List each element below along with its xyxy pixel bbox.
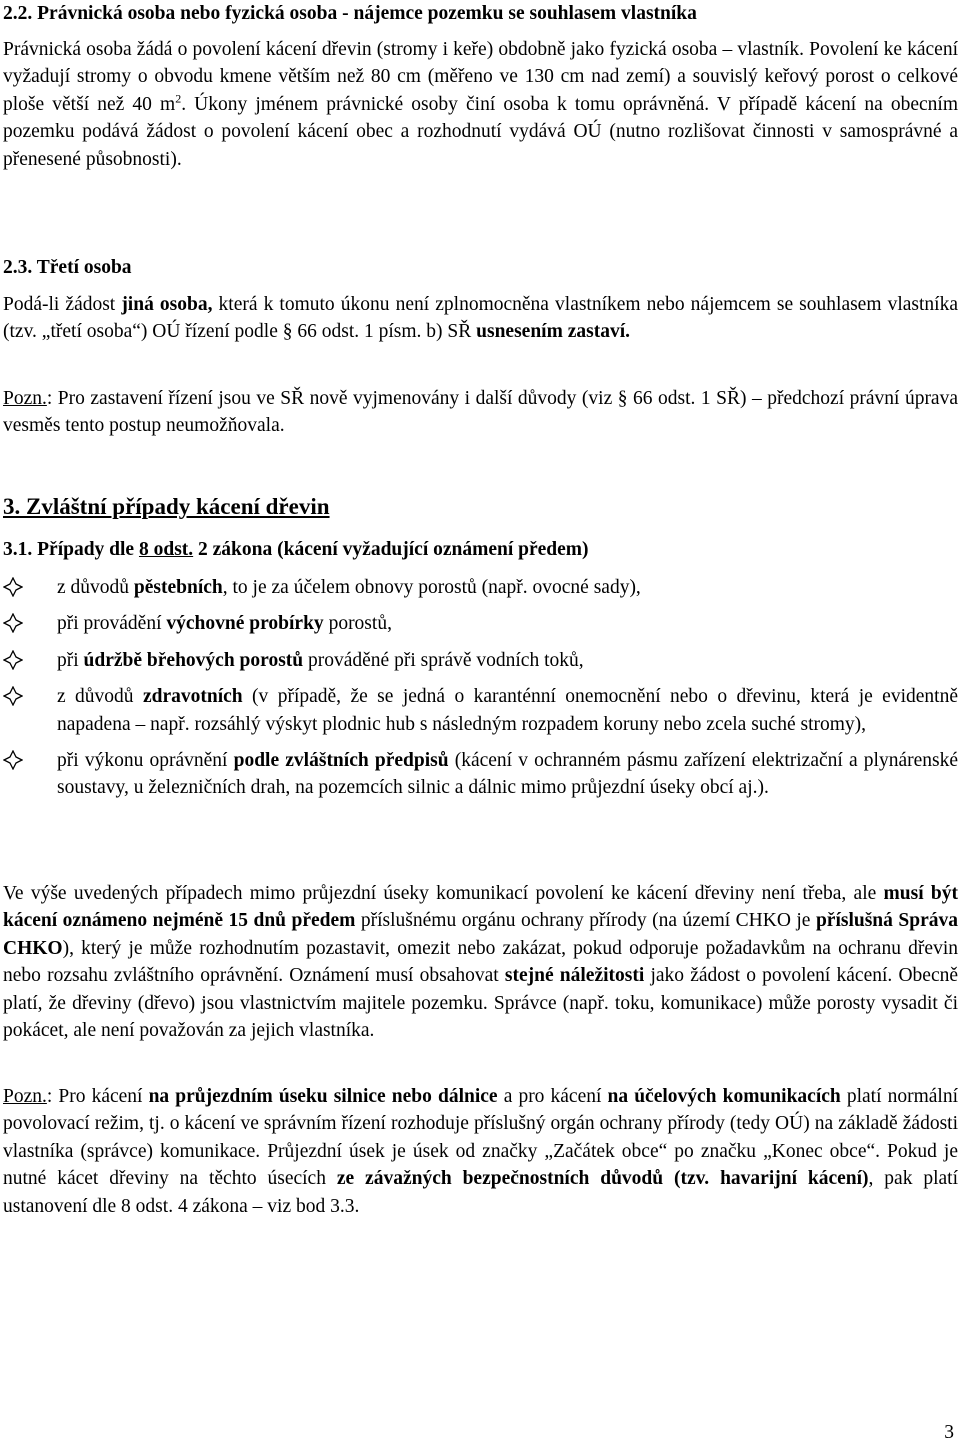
list-item: z důvodů pěstebních, to je za účelem obnovy porostů (např. ovocné sady), [3, 574, 958, 601]
section-2-2-heading: 2.2. Právnická osoba nebo fyzická osoba - nájemce pozemku se souhlasem vlastníka [3, 3, 697, 24]
diamond-bullet-icon [3, 650, 23, 670]
diamond-bullet-icon [3, 613, 23, 633]
section-3-1-bullet-list [3, 574, 958, 802]
list-item: při provádění výchovné probírky porostů, [3, 610, 958, 637]
list-item: při údržbě břehových porostů prováděné při správě vodních toků, [3, 647, 958, 674]
section-2-3-heading: 2.3. Třetí osoba [3, 257, 132, 278]
section-2-2-paragraph: Právnická osoba žádá o povolení kácení dřevin (stromy i keře) obdobně jako fyzická osoba – vlastník. Povolení ke kácení vyžadují stromy o obvodu kmene větším než 80 cm (měřeno ve 130 cm nad zemí) a souvislý keřový porost o celkové ploše větší než 40 $m^2$. Úkony jménem právnické osoby činí osoba k tomu oprávněná. V případě kácení na obecním pozemku podává žádost o povolení kácení obec a rozhodnutí vydává OÚ (nutno rozlišovat činnosti v samosprávné a přenesené působnosti). [3, 39, 958, 170]
section-3-1-paragraph: Ve výše uvedených případech mimo průjezdní úseky komunikací povolení ke kácení dřeviny není třeba, ale musí být kácení oznámeno nejméně 15 dnů předem příslušnému orgánu ochrany přírody (na území CHKO je příslušná Správa CHKO), který je může rozhodnutím pozastavit, omezit nebo zakázat, pokud odporuje požadavkům na ochranu dřevin nebo rozsahu zvláštního oprávnění. Oznámení musí obsahovat stejné náležitosti jako žádost o povolení kácení. Obecně platí, že dřeviny (dřevo) jsou vlastnictvím majitele pozemku. Správce (např. toku, komunikace) může porosty vysadit či pokácet, ale není považován za jejich vlastníka. [3, 883, 959, 1042]
list-item: z důvodů zdravotních (v případě, že se jedná o karanténní onemocnění nebo o dřevinu, která je evidentně napadena – např. rozsáhlý výskyt plodnic hub s následným rozpadem koruny nebo zcela suché stromy), [3, 683, 958, 738]
diamond-bullet-icon [3, 686, 23, 706]
section-3-1-note: Pozn.: Pro kácení na průjezdním úseku silnice nebo dálnice a pro kácení na účelových komunikacích platí normální povolovací režim, tj. o kácení ve správním řízení rozhoduje příslušný orgán ochrany přírody (tedy OÚ) na základě žádosti vlastníka (správce) komunikace. Průjezdní úsek je úsek od značky „Začátek obce“ po značku „Konec obce“. Pokud je nutné kácet dřeviny na těchto úsecích ze závažných bezpečnostních důvodů (tzv. havarijní kácení), pak platí ustanovení dle 8 odst. 4 zákona – viz bod 3.3. [3, 1086, 959, 1217]
section-2-3-paragraph: Podá-li žádost jiná osoba, která k tomuto úkonu není zplnomocněna vlastníkem nebo nájemcem se souhlasem vlastníka (tzv. „třetí osoba“) OÚ řízení podle § 66 odst. 1 písm. b) SŘ usnesením zastaví. [3, 294, 958, 343]
list-item: při výkonu oprávnění podle zvláštních předpisů (kácení v ochranném pásmu zařízení elektrizační a plynárenské soustavy, u železničních drah, na pozemcích silnic a dálnic mimo průjezdní úseky obcí aj.). [3, 747, 958, 802]
page-number: 3 [944, 1422, 954, 1443]
section-3-heading: 3. Zvláštní případy kácení dřevin [3, 494, 330, 519]
diamond-bullet-icon [3, 750, 23, 770]
section-3-1-heading: 3.1. Případy dle 8 odst. 2 zákona (kácení vyžadující oznámení předem) [3, 539, 589, 560]
diamond-bullet-icon [3, 577, 23, 597]
section-2-3-note: Pozn.: Pro zastavení řízení jsou ve SŘ nově vyjmenovány i další důvody (viz § 66 odst. 1 SŘ) – předchozí právní úprava vesměs tento postup neumožňovala. [3, 388, 958, 437]
